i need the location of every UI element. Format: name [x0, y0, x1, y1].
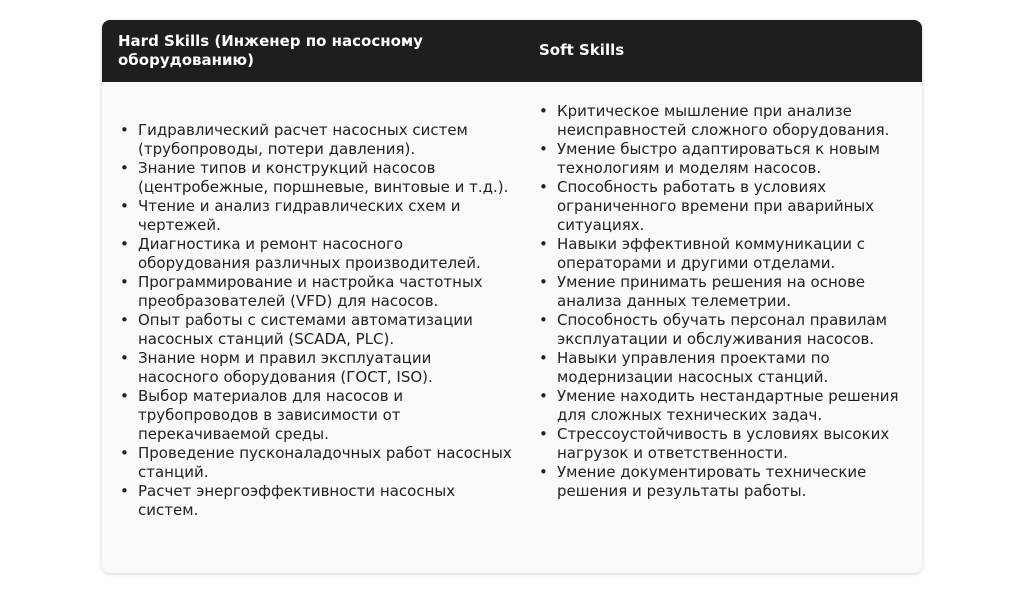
table-body	[102, 82, 922, 573]
soft-skill-item-text: Навыки управления проектами по модернизации насосных станций.	[557, 349, 830, 386]
bullet-icon: •	[120, 273, 129, 291]
bullet-icon: •	[120, 235, 129, 253]
soft-skill-item-text: Навыки эффективной коммуникации с операторами и другими отделами.	[557, 235, 866, 272]
bullet-icon: •	[120, 197, 129, 215]
bullet-icon: •	[539, 425, 548, 443]
hard-skill-item	[120, 482, 515, 520]
bullet-icon: •	[120, 311, 129, 329]
hard-skill-item-text: Программирование и настройка частотных преобразователей (VFD) для насосов.	[138, 273, 483, 310]
soft-skill-item-text: Способность обучать персонал правилам эксплуатации и обслуживания насосов.	[557, 311, 887, 348]
soft-skill-item-text: Способность работать в условиях ограниченного времени при аварийных ситуациях.	[557, 178, 875, 234]
bullet-icon: •	[120, 121, 129, 139]
soft-skill-item	[539, 102, 909, 140]
hard-skill-item	[120, 197, 515, 235]
hard-skill-item-text: Знание типов и конструкций насосов (центробежные, поршневые, винтовые и т.д.).	[138, 159, 509, 196]
skills-table	[102, 20, 922, 573]
bullet-icon: •	[539, 273, 548, 291]
hard-skill-item-text: Выбор материалов для насосов и трубопроводов в зависимости от перекачиваемой среды.	[138, 387, 404, 443]
soft-skill-item	[539, 463, 909, 501]
table-header	[102, 20, 922, 82]
hard-skill-item-text: Проведение пусконаладочных работ насосных станций.	[138, 444, 512, 481]
hard-skill-item	[120, 387, 515, 444]
bullet-icon: •	[539, 349, 548, 367]
soft-skill-item	[539, 425, 909, 463]
hard-skills-list	[120, 121, 515, 520]
bullet-icon: •	[120, 159, 129, 177]
soft-skill-item-text: Критическое мышление при анализе неисправностей сложного оборудования.	[557, 102, 890, 139]
soft-skill-item	[539, 349, 909, 387]
hard-skill-item-text: Гидравлический расчет насосных систем (трубопроводы, потери давления).	[138, 121, 468, 158]
soft-skills-list	[539, 102, 909, 501]
soft-skill-item-text: Умение принимать решения на основе анализа данных телеметрии.	[557, 273, 866, 310]
soft-skill-item-text: Умение быстро адаптироваться к новым технологиям и моделям насосов.	[557, 140, 880, 177]
hard-skill-item-text: Диагностика и ремонт насосного оборудования различных производителей.	[138, 235, 481, 272]
bullet-icon: •	[539, 235, 548, 253]
hard-skill-item-text: Расчет энергоэффективности насосных систем.	[138, 482, 456, 519]
hard-skill-item	[120, 311, 515, 349]
bullet-icon: •	[120, 444, 129, 462]
header-hard-skills: Hard Skills (Инженер по насосному оборудованию)	[118, 32, 423, 69]
soft-skill-item	[539, 273, 909, 311]
hard-skill-item	[120, 349, 515, 387]
soft-skill-item-text: Стрессоустойчивость в условиях высоких нагрузок и ответственности.	[557, 425, 890, 462]
bullet-icon: •	[539, 102, 548, 120]
hard-skill-item	[120, 444, 515, 482]
hard-skill-item-text: Чтение и анализ гидравлических схем и чертежей.	[138, 197, 461, 234]
soft-skill-item-text: Умение документировать технические решения и результаты работы.	[557, 463, 867, 500]
bullet-icon: •	[120, 387, 129, 405]
soft-skill-item	[539, 311, 909, 349]
hard-skill-item	[120, 159, 515, 197]
soft-skill-item	[539, 140, 909, 178]
bullet-icon: •	[539, 387, 548, 405]
bullet-icon: •	[120, 482, 129, 500]
bullet-icon: •	[539, 140, 548, 158]
hard-skill-item	[120, 235, 515, 273]
bullet-icon: •	[539, 463, 548, 481]
bullet-icon: •	[539, 178, 548, 196]
hard-skill-item	[120, 121, 515, 159]
soft-skill-item	[539, 387, 909, 425]
header-soft-skills: Soft Skills	[539, 41, 625, 59]
hard-skill-item-text: Знание норм и правил эксплуатации насосного оборудования (ГОСТ, ISO).	[138, 349, 433, 386]
hard-skill-item	[120, 273, 515, 311]
hard-skill-item-text: Опыт работы с системами автоматизации насосных станций (SCADA, PLC).	[138, 311, 473, 348]
soft-skill-item	[539, 235, 909, 273]
bullet-icon: •	[120, 349, 129, 367]
soft-skill-item-text: Умение находить нестандартные решения для сложных технических задач.	[557, 387, 899, 424]
soft-skill-item	[539, 178, 909, 235]
bullet-icon: •	[539, 311, 548, 329]
